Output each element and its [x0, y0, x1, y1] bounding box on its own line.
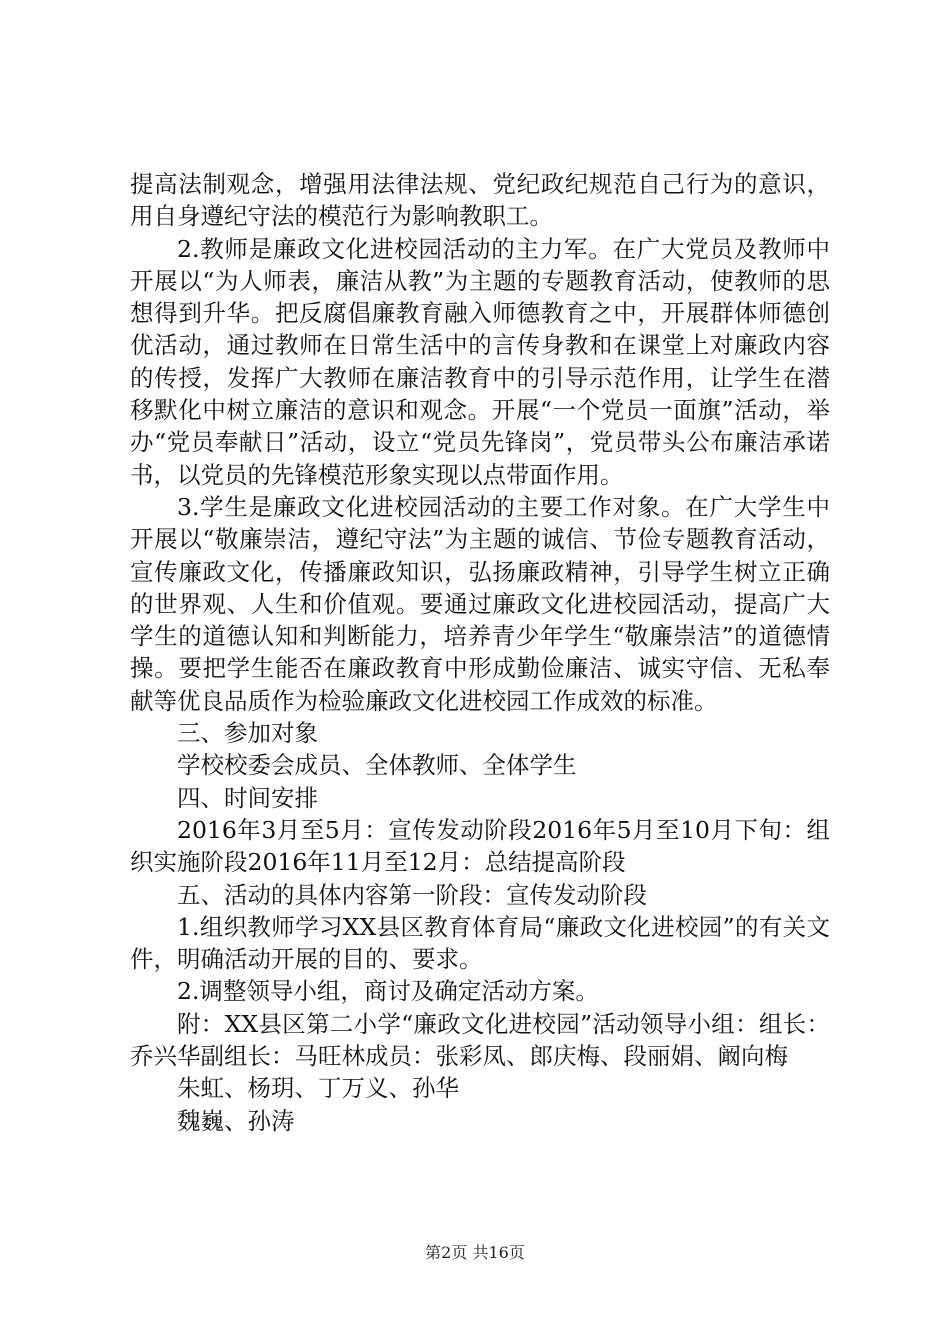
paragraph-2: 2.教师是廉政文化进校园活动的主力军。在广大党员及教师中开展以“为人师表，廉洁从教”为主题的专题教育活动，使教师的思想得到升华。把反腐倡廉教育融入师德教育之中，开展群体师德创优活动，通过教师在日常生活中的言传身教和在课堂上对廉政内容的传授，发挥广大教师在廉洁教育中的引导示范作用，让学生在潜移默化中树立廉洁的意识和观念。开展“一个党员一面旗”活动，举办“党员奉献日”活动，设立“党员先锋岗”，党员带头公布廉洁承诺书，以党员的先锋模范形象实现以点带面作用。 [130, 234, 830, 489]
paragraph-item-1: 1.组织教师学习XX县区教育体育局“廉政文化进校园”的有关文件，明确活动开展的目的、要求。 [130, 912, 830, 974]
paragraph-item-2: 2.调整领导小组，商讨及确定活动方案。 [177, 977, 599, 1006]
paragraph-1: 提高法制观念，增强用法律法规、党纪政纪规范自己行为的意识，用自身遵纪守法的模范行为影响教职工。 [130, 170, 830, 231]
section-heading-schedule: 四、时间安排 [177, 783, 318, 812]
paragraph-members-1: 朱虹、杨玥、丁万义、孙华 [177, 1074, 459, 1103]
paragraph-members-2: 魏巍、孙涛 [177, 1106, 295, 1135]
paragraph-3: 3.学生是廉政文化进校园活动的主要工作对象。在广大学生中开展以“敬廉崇洁，遵纪守法”为主题的诚信、节俭专题教育活动，宣传廉政文化，传播廉政知识，弘扬廉政精神，引导学生树立正确的世界观、人生和价值观。要通过廉政文化进校园活动，提高广大学生的道德认知和判断能力，培养青少年学生“敬廉崇洁”的道德情操。要把学生能否在廉政教育中形成勤俭廉洁、诚实守信、无私奉献等优良品质作为检验廉政文化进校园工作成效的标准。 [130, 492, 830, 715]
paragraph-leadership: 附：XX县区第二小学“廉政文化进校园”活动领导小组：组长：乔兴华副组长：马旺林成员：张彩凤、郎庆梅、段丽娟、阚向梅 [130, 1009, 830, 1071]
section-heading-content: 五、活动的具体内容第一阶段：宣传发动阶段 [177, 880, 647, 909]
paragraph-participants: 学校校委会成员、全体教师、全体学生 [177, 751, 577, 780]
section-heading-participants: 三、参加对象 [177, 719, 318, 748]
paragraph-schedule: 2016年3月至5月：宣传发动阶段2016年5月至10月下旬：组织实施阶段2016年11月至12月：总结提高阶段 [130, 815, 830, 877]
document-body [130, 168, 830, 1137]
page-footer: 第2页 共16页 [425, 1243, 525, 1262]
